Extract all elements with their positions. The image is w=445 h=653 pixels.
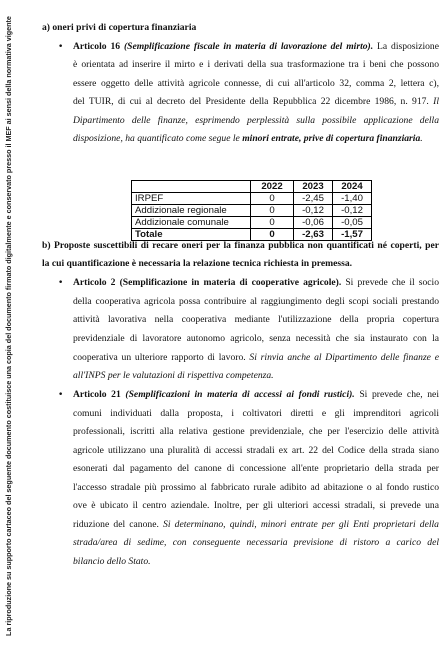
section-b-heading-line-2: la cui quantificazione è necessaria la relazione tecnica richiesta in premessa.	[42, 258, 353, 269]
bullet-icon: •	[58, 278, 64, 288]
art16-line-5: Dipartimento delle finanze, esprimendo perplessità sulla possibile applicazione della	[73, 115, 439, 126]
art21-line-1: Articolo 21 (Semplificazioni in materia di accessi ai fondi rustici). Si prevede che, nei	[73, 389, 439, 400]
art21-line-2: comuni individuati dalla proposta, i coltivatori diretti e gli imprenditori agricoli	[73, 408, 439, 419]
art2-line-4: previdenziale di lavoratore autonomo agricolo, senza necessità che sia instaurato con la	[73, 333, 439, 344]
digital-signature-notice: La riproduzione su supporto cartaceo del seguente documento costituisce una copia del documento firmato digitalmente e conservato presso il MEF ai sensi della normativa vigente	[4, 16, 13, 636]
art2-line-1: Articolo 2 (Semplificazione in materia di cooperative agricole). Si prevede che il socio	[73, 277, 440, 288]
art2-line-3: attività lavorativa nella cooperativa mediante l'utilizzazione della propria copertura	[73, 314, 439, 325]
section-b-heading-line-1: b) Proposte suscettibili di recare oneri per la finanza pubblica non quantificati né coperti, per	[42, 240, 439, 251]
table-total-row	[132, 229, 372, 241]
cell-2022: 0	[251, 193, 294, 205]
cell-2023: -0,12	[294, 205, 333, 217]
minor-revenues-table	[131, 180, 372, 241]
art2-line-6: all'INPS per le valutazioni di rispettiva competenza.	[73, 370, 274, 381]
cell-2024: -0,05	[333, 217, 372, 229]
art21-line-8: riduzione del canone. Si determinano, quindi, minori entrate per gli Enti proprietari della	[73, 519, 439, 530]
art21-line-10: bilancio dello Stato.	[73, 556, 151, 567]
cell-2022: 0	[251, 217, 294, 229]
table-row	[132, 205, 372, 217]
cell-2023: -2,45	[294, 193, 333, 205]
total-2022: 0	[251, 229, 294, 241]
total-2023: -2,63	[294, 229, 333, 241]
art16-line-4: del TUIR, di cui al decreto del Presidente della Repubblica 22 dicembre 1986, n. 917. Il	[73, 96, 439, 107]
total-2024: -1,57	[333, 229, 372, 241]
art21-line-4: agricole utilizzano una pluralità di accessi stradali ex art. 22 del Codice della strada siano	[73, 445, 439, 456]
row-label: IRPEF	[132, 193, 251, 205]
table-row	[132, 193, 372, 205]
row-label: Addizionale regionale	[132, 205, 251, 217]
table-header-cell: 2023	[294, 181, 333, 193]
row-label: Addizionale comunale	[132, 217, 251, 229]
table-header-row	[132, 181, 372, 193]
art21-line-9: strada/area di sedime, con conseguente necessaria previsione di ristoro a carico del	[73, 537, 439, 548]
bullet-icon: •	[58, 390, 64, 400]
art16-line-2: è orientata ad inserire il mirto e i derivati della sua trasformazione tra i beni che possono	[73, 59, 439, 70]
art16-line-3: essere oggetto delle attività agricole connesse, di cui all'articolo 32, comma 2, lettera c),	[73, 78, 439, 89]
bullet-icon: •	[58, 42, 64, 52]
art21-line-5: esonerati dal pagamento del canone di concessione all'ente proprietario della strada per	[73, 463, 439, 474]
art21-line-3: professionali, iscritti alla relativa gestione previdenziale, che per l'esercizio delle attività	[73, 426, 439, 437]
art2-line-2: della cooperativa agricola possa contribuire al raggiungimento degli scopi sociali prestando	[73, 296, 439, 307]
cell-2024: -0,12	[333, 205, 372, 217]
art2-line-5: cooperativa un ulteriore rapporto di lavoro. Si rinvia anche al Dipartimento delle finanze e	[73, 352, 439, 363]
table-header-cell: 2024	[333, 181, 372, 193]
table-header-cell	[132, 181, 251, 193]
cell-2024: -1,40	[333, 193, 372, 205]
art21-line-6: l'accesso stradale più prossimo al fabbricato rurale adibito ad abitazione o al fondo rustico	[73, 482, 439, 493]
art16-line-1: Articolo 16 (Semplificazione fiscale in materia di lavorazione del mirto). La disposizione	[73, 41, 439, 52]
section-a-heading: a) oneri privi di copertura finanziaria	[42, 22, 197, 33]
art21-line-7: ove è ubicato il centro aziendale. Inoltre, per gli ulteriori accessi stradali, si prevede una	[73, 500, 439, 511]
total-label: Totale	[132, 229, 251, 241]
table-header-cell: 2022	[251, 181, 294, 193]
art16-line-6: disposizione, ha quantificato come segue le minori entrate, prive di copertura finanziaria.	[73, 133, 423, 144]
cell-2023: -0,06	[294, 217, 333, 229]
table-row	[132, 217, 372, 229]
cell-2022: 0	[251, 205, 294, 217]
